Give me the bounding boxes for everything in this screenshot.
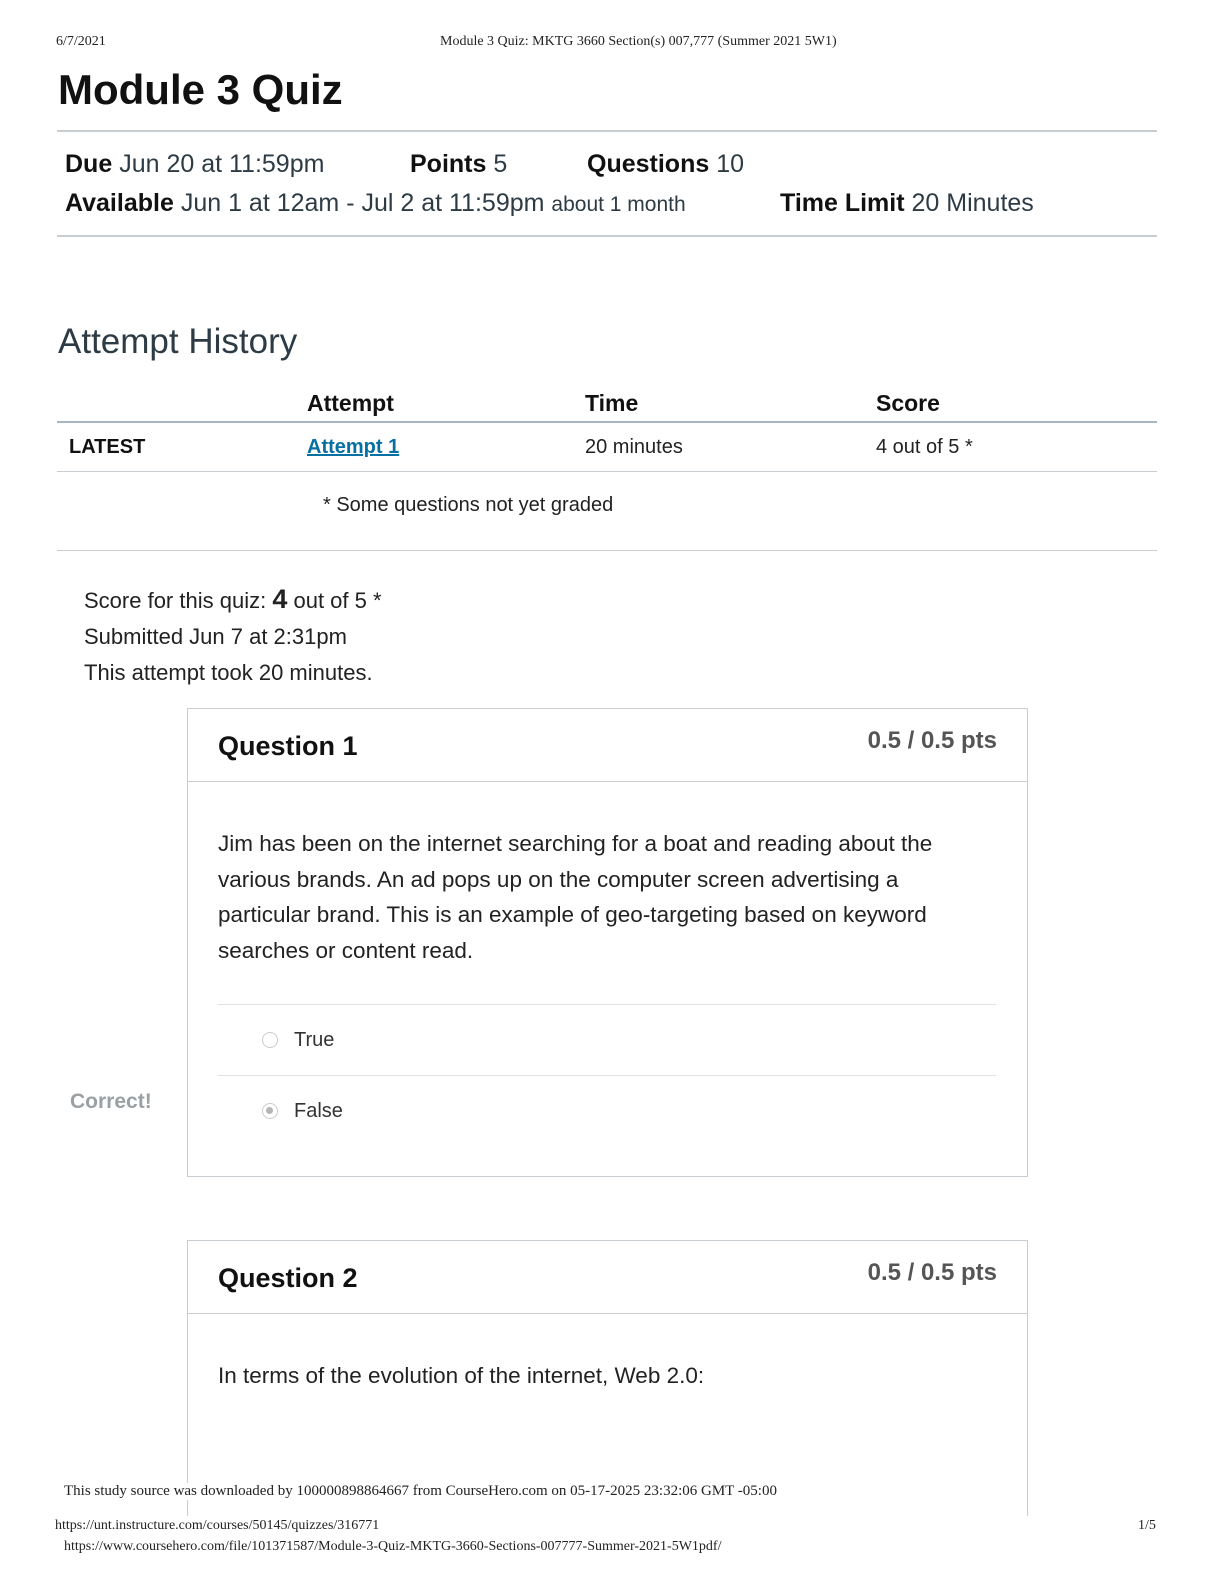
attempt-status-latest: LATEST [69, 436, 146, 458]
question-2-points: 0.5 / 0.5 pts [867, 1259, 997, 1286]
table-header-rule [57, 421, 1157, 423]
coursehero-url: https://www.coursehero.com/file/101371587/Module-3-Quiz-MKTG-3660-Sections-007777-Summer-2021-5W1pdf/ [64, 1539, 722, 1554]
points-value: 5 [493, 150, 508, 178]
question-2-card [187, 1240, 1028, 1516]
score-suffix: out of 5 * [293, 588, 382, 613]
time-limit-value: 20 Minutes [911, 189, 1034, 217]
print-page-title: Module 3 Quiz: MKTG 3660 Section(s) 007,777 (Summer 2021 5W1) [440, 34, 837, 49]
table-row-rule [57, 471, 1157, 472]
answer-false-radio[interactable] [262, 1103, 278, 1119]
availability [65, 189, 686, 218]
submitted-time: Submitted Jun 7 at 2:31pm [84, 624, 347, 649]
attempt-duration: This attempt took 20 minutes. [84, 660, 373, 685]
question-2-header [188, 1241, 1027, 1314]
question-1-points: 0.5 / 0.5 pts [867, 727, 997, 754]
answer-divider [218, 1075, 996, 1076]
score-summary [84, 584, 382, 615]
answer-false-label[interactable]: False [294, 1100, 343, 1122]
available-label: Available [65, 189, 174, 217]
attempt-1-link[interactable]: Attempt 1 [307, 436, 400, 458]
points [410, 150, 507, 179]
question-1-header [188, 709, 1027, 782]
ungraded-note: * Some questions not yet graded [323, 494, 614, 516]
questions-count [587, 150, 744, 179]
answer-divider [218, 1004, 996, 1005]
attempt-score: 4 out of 5 * [876, 436, 973, 458]
points-label: Points [410, 150, 487, 178]
question-1-title: Question 1 [218, 731, 358, 761]
questions-label: Questions [587, 150, 710, 178]
print-date: 6/7/2021 [56, 34, 106, 49]
question-2-text: In terms of the evolution of the internet, Web 2.0: [218, 1363, 705, 1388]
question-2-title: Question 2 [218, 1263, 358, 1293]
question-1-card [187, 708, 1028, 1177]
answer-true-radio[interactable] [262, 1032, 278, 1048]
due-date [65, 150, 324, 179]
correct-answer-badge: Correct! [70, 1090, 152, 1113]
time-limit [780, 189, 1034, 218]
score-value: 4 [272, 584, 288, 614]
column-header-score: Score [876, 390, 940, 416]
due-value: Jun 20 at 11:59pm [119, 150, 325, 178]
attempt-history-heading: Attempt History [58, 322, 298, 361]
score-prefix: Score for this quiz: [84, 588, 267, 613]
questions-value: 10 [716, 150, 745, 178]
history-divider [57, 550, 1157, 551]
instructure-url: https://unt.instructure.com/courses/50145/quizzes/316771 [55, 1518, 380, 1533]
available-duration: about 1 month [551, 193, 686, 216]
download-note: This study source was downloaded by 100000898864667 from CourseHero.com on 05-17-2025 23:32:06 GMT -05:00 [64, 1483, 781, 1500]
column-header-time: Time [585, 390, 639, 416]
title-divider [57, 130, 1157, 132]
question-1-text: Jim has been on the internet searching for a boat and reading about the various brands. An ad pops up on the computer screen advertising a particular brand. This is an example of geo-targeting based on keyword searches or content read. [218, 831, 933, 963]
attempt-time: 20 minutes [585, 436, 683, 458]
meta-divider [57, 235, 1157, 237]
answer-true-label[interactable]: True [294, 1029, 335, 1051]
time-limit-label: Time Limit [780, 189, 905, 217]
page-number: 1/5 [1138, 1518, 1156, 1533]
available-value: Jun 1 at 12am - Jul 2 at 11:59pm [180, 189, 545, 217]
page-title: Module 3 Quiz [58, 66, 343, 113]
due-label: Due [65, 150, 113, 178]
column-header-attempt: Attempt [307, 390, 394, 416]
